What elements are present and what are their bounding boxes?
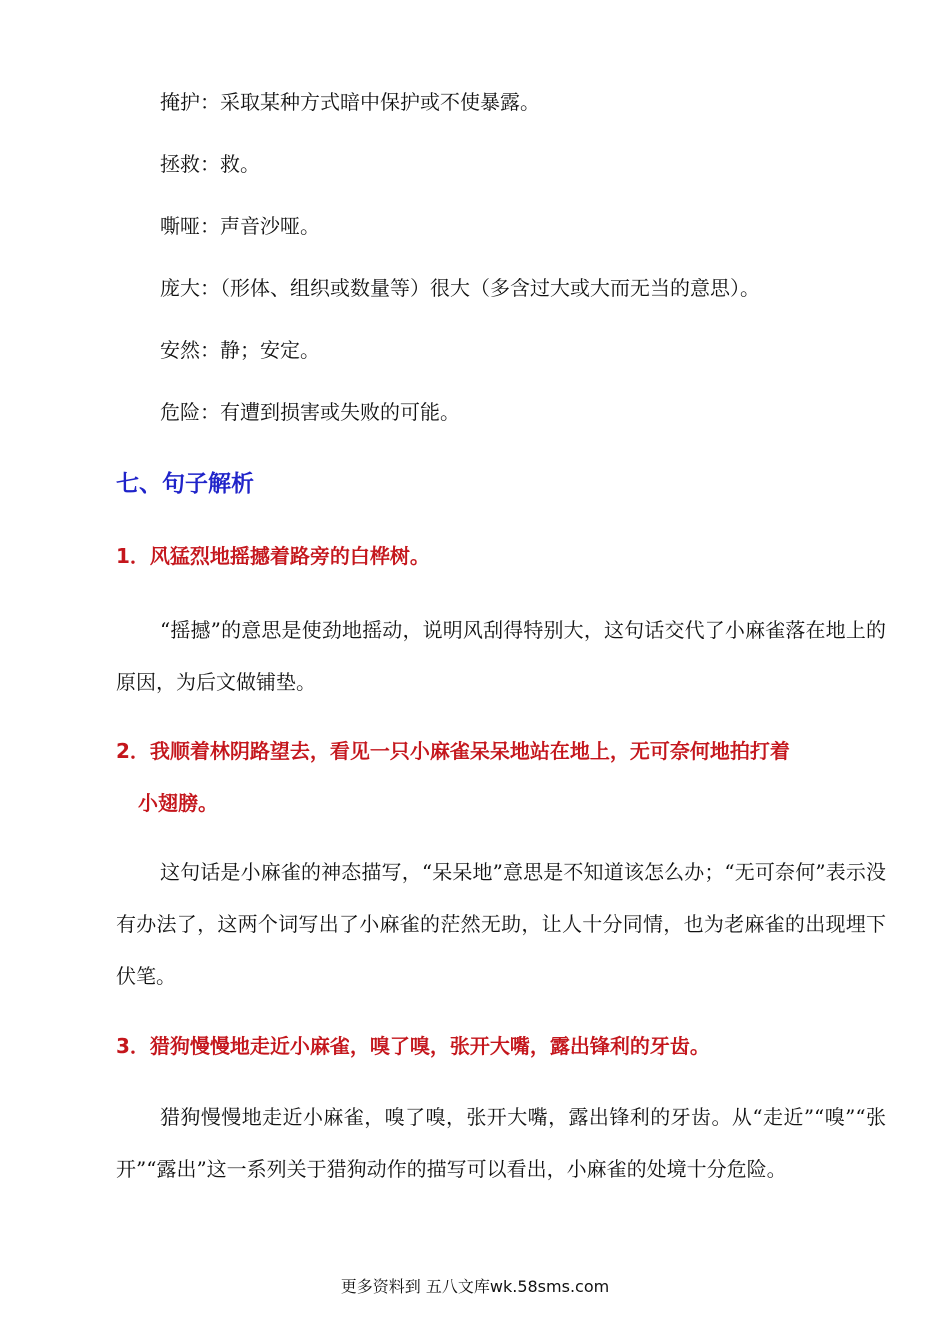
definition-item: 安然：静；安定。 — [160, 338, 320, 362]
sentence-analysis: 猎狗慢慢地走近小麻雀，嗅了嗅，张开大嘴，露出锋利的牙齿。从“走近”“嗅”“张开”“露出”这一系列关于猎狗动作的描写可以看出，小麻雀的处境十分危险。 — [116, 1105, 886, 1181]
definition-item: 嘶哑：声音沙哑。 — [160, 214, 320, 238]
footer-link[interactable]: 更多资料到 五八文库wk.58sms.com — [340, 1277, 610, 1296]
sentence-analysis: 这句话是小麻雀的神态描写，“呆呆地”意思是不知道该怎么办；“无可奈何”表示没有办法了，这两个词写出了小麻雀的茫然无助，让人十分同情，也为老麻雀的出现埋下伏笔。 — [116, 860, 886, 988]
sentence-analysis: “摇撼”的意思是使劲地摇动，说明风刮得特别大，这句话交代了小麻雀落在地上的原因，为后文做铺垫。 — [116, 618, 886, 694]
definition-item: 危险：有遭到损害或失败的可能。 — [160, 400, 460, 424]
definition-item: 掩护：采取某种方式暗中保护或不使暴露。 — [160, 90, 540, 114]
definition-item: 拯救：救。 — [160, 152, 260, 176]
sentence-heading-text: 2．我顺着林阴路望去，看见一只小麻雀呆呆地站在地上，无可奈何地拍打着 — [116, 739, 790, 763]
section-title: 七、句子解析 — [116, 471, 254, 497]
sentence-heading-continuation: 小翅膀。 — [138, 791, 218, 815]
sentence-heading-text: 3．猎狗慢慢地走近小麻雀，嗅了嗅，张开大嘴，露出锋利的牙齿。 — [116, 1034, 710, 1058]
definition-item: 庞大：（形体、组织或数量等）很大（多含过大或大而无当的意思）。 — [160, 276, 760, 300]
sentence-heading-text: 1．风猛烈地摇撼着路旁的白桦树。 — [116, 544, 430, 568]
sentence-heading — [116, 530, 886, 582]
sentence-heading — [116, 725, 886, 829]
sentence-heading — [116, 1020, 886, 1072]
